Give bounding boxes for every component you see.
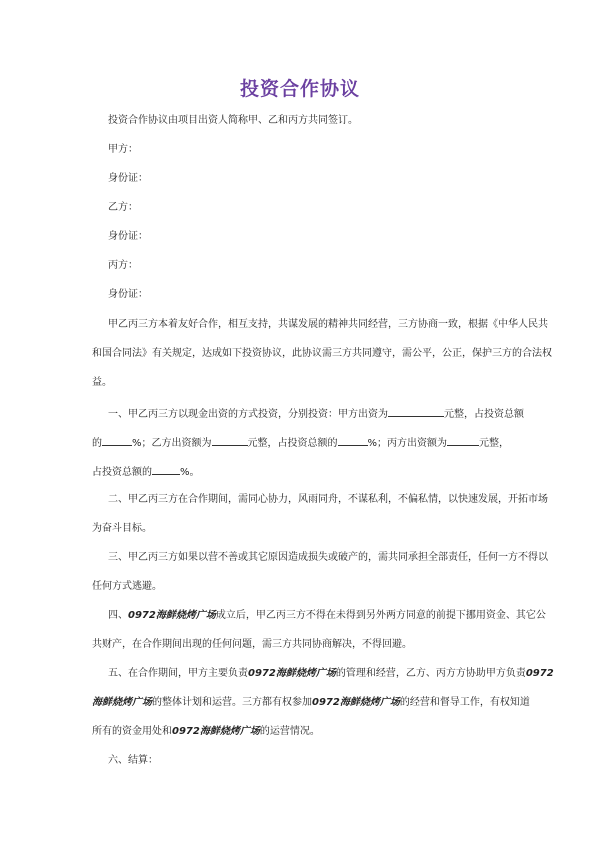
- clause-1-text: 的: [92, 438, 102, 449]
- party-a-percent-blank: [102, 434, 132, 446]
- party-b-label: 乙方：: [108, 202, 138, 213]
- clause-1-text: 占投资总额的: [92, 467, 152, 478]
- party-a-label: 甲方：: [108, 144, 138, 155]
- clause-5-line-1: [108, 667, 554, 681]
- clause-1-text: 元整，占投资总额的: [247, 438, 338, 449]
- clause-1-text: %；乙方出资额为: [132, 438, 212, 449]
- clause-3-line-1: 三、甲乙丙三方如果以营不善或其它原因造成损失或破产的，需共同承担全部责任，任何一方不得以: [108, 552, 548, 563]
- clause-1-line-2: [92, 434, 509, 451]
- clause-1-text: %。: [180, 467, 200, 478]
- clause-5-text: 的运营情况。: [259, 726, 320, 737]
- clause-1-text: 元整，: [479, 438, 510, 449]
- party-c-label: 丙方：: [108, 260, 138, 271]
- party-b-percent-blank: [338, 434, 368, 446]
- clause-1-text: %；丙方出资额为: [367, 438, 448, 449]
- preamble-line-3: 益。: [92, 377, 112, 388]
- party-c-amount-blank: [447, 434, 479, 446]
- clause-1-text: 一、甲乙丙三方以现金出资的方式投资，分别投资：甲方出资为: [108, 409, 388, 420]
- party-a-id-label: 身份证：: [108, 173, 148, 184]
- venue-name: 海鲜烧烤广场: [92, 697, 152, 708]
- preamble-line-1: 甲乙丙三方本着友好合作，相互支持，共谋发展的精神共同经营，三方协商一致，根据《中华人民共: [108, 319, 548, 330]
- clause-5-text: 的整体计划和运营。三方都有权参加: [152, 697, 312, 708]
- clause-5-line-3: [92, 725, 320, 739]
- clause-3-line-2: 任何方式逃避。: [92, 581, 162, 592]
- clause-5-line-2: [92, 696, 530, 710]
- clause-2-line-1: 二、甲乙丙三方在合作期间，需同心协力，风雨同舟，不谋私利，不偏私情，以快速发展，开拓市场: [108, 494, 548, 505]
- clause-5-text: 五、在合作期间，甲方主要负责: [108, 668, 248, 679]
- clause-1-line-1: [108, 405, 524, 422]
- party-c-id-label: 身份证：: [108, 289, 148, 300]
- clause-4-text: 成立后，甲乙丙三方不得在未得到另外两方同意的前提下挪用资金、其它公: [215, 610, 546, 621]
- clause-4-text: 四、: [108, 610, 128, 621]
- clause-4-line-1: [108, 609, 546, 623]
- clause-6-heading: 六、结算：: [108, 755, 158, 766]
- venue-name: 0972海鲜烧烤广场: [172, 726, 260, 737]
- clause-4-line-2: 共财产，在合作期间出现的任何问题，需三方共同协商解决，不得回避。: [92, 639, 412, 650]
- party-a-amount-blank: [388, 405, 444, 417]
- party-c-percent-blank: [152, 463, 180, 475]
- venue-name: 0972: [525, 668, 554, 679]
- party-b-amount-blank: [212, 434, 248, 446]
- clause-1-text: 元整，占投资总额: [444, 409, 524, 420]
- clause-1-line-3: [92, 463, 200, 480]
- preamble-line-2: 和国合同法》有关规定，达成如下投资协议，此协议需三方共同遵守，需公平，公正，保护三方的合法权: [92, 348, 552, 359]
- party-b-id-label: 身份证：: [108, 231, 148, 242]
- document-title: 投资合作协议: [239, 78, 360, 100]
- venue-name: 0972海鲜烧烤广场: [312, 697, 400, 708]
- clause-5-text: 所有的资金用处和: [92, 726, 172, 737]
- intro-line: 投资合作协议由项目出资人简称甲、乙和丙方共同签订。: [108, 115, 358, 126]
- clause-5-text: 的管理和经营，乙方、丙方方协助甲方负责: [335, 668, 526, 679]
- venue-name: 0972海鲜烧烤广场: [128, 610, 216, 621]
- clause-2-line-2: 为奋斗目标。: [92, 523, 152, 534]
- venue-name: 0972海鲜烧烤广场: [248, 668, 336, 679]
- clause-5-text: 的经营和督导工作，有权知道: [399, 697, 530, 708]
